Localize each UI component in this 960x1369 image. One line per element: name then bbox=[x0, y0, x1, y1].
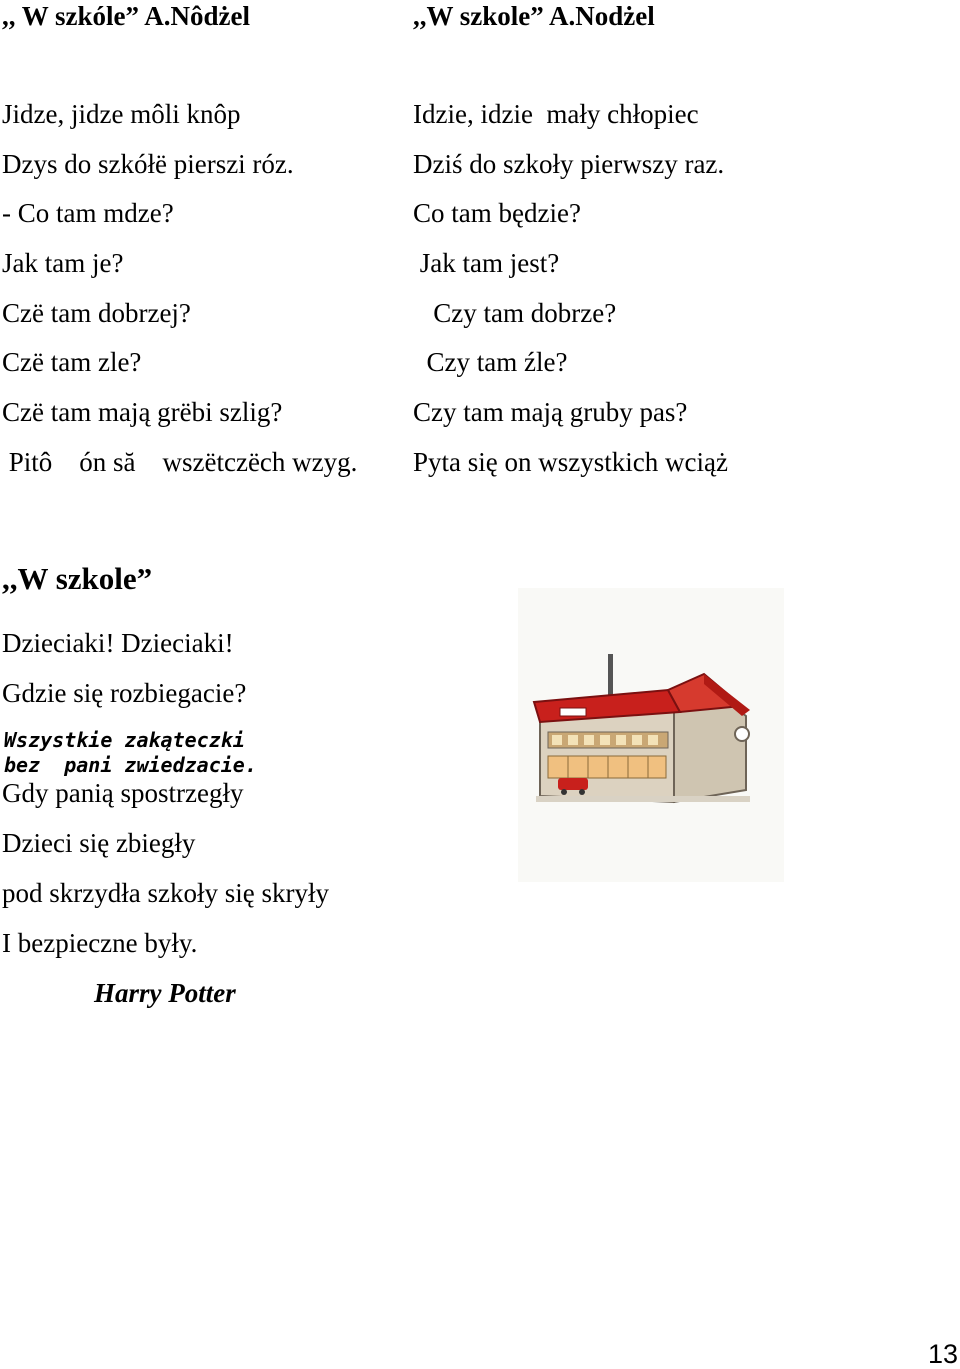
polish-line: Idzie, idzie mały chłopiec bbox=[413, 99, 699, 129]
polish-line: Czy tam dobrze? bbox=[413, 298, 617, 328]
poem-title: ,,W szkole” bbox=[2, 561, 153, 596]
poem-line: Wszystkie zakąteczki bbox=[4, 728, 245, 752]
kashubian-line: Jidze, jidze môli knôp bbox=[2, 99, 241, 129]
poem-line: I bezpieczne były. bbox=[2, 928, 198, 958]
kashubian-line: Dzys do szkółë pierszi róz. bbox=[2, 149, 294, 179]
school-building-icon bbox=[518, 588, 784, 882]
polish-line: Dziś do szkoły pierwszy raz. bbox=[413, 149, 725, 179]
poem-line: Gdzie się rozbiegacie? bbox=[2, 678, 247, 708]
poem-line: Dzieci się zbiegły bbox=[2, 828, 196, 858]
kashubian-line: - Co tam mdze? bbox=[2, 198, 174, 228]
polish-line: Jak tam jest? bbox=[413, 248, 560, 278]
polish-line: Pyta się on wszystkich wciąż bbox=[413, 447, 728, 477]
poem-line: pod skrzydła szkoły się skryły bbox=[2, 878, 329, 908]
right-title: ,,W szkole” A.Nodżel bbox=[413, 1, 655, 31]
kashubian-line: Czë tam mają grëbi szlig? bbox=[2, 397, 283, 427]
polish-line: Co tam będzie? bbox=[413, 198, 581, 228]
poem-line: bez pani zwiedzacie. bbox=[4, 753, 257, 777]
polish-line: Czy tam źle? bbox=[413, 347, 568, 377]
poem-line: Gdy panią spostrzegły bbox=[2, 778, 244, 808]
poem-author: Harry Potter bbox=[94, 978, 236, 1008]
poem-line: Dzieciaki! Dzieciaki! bbox=[2, 628, 234, 658]
kashubian-line: Czë tam dobrzej? bbox=[2, 298, 191, 328]
polish-line: Czy tam mają gruby pas? bbox=[413, 397, 688, 427]
kashubian-line: Jak tam je? bbox=[2, 248, 124, 278]
kashubian-line: Pitô ón să wszëtczëch wzyg. bbox=[2, 447, 358, 477]
page-number: 13 bbox=[928, 1339, 959, 1369]
kashubian-line: Czë tam zle? bbox=[2, 347, 142, 377]
left-title: ,, W szkóle” A.Nôdżel bbox=[2, 1, 251, 31]
